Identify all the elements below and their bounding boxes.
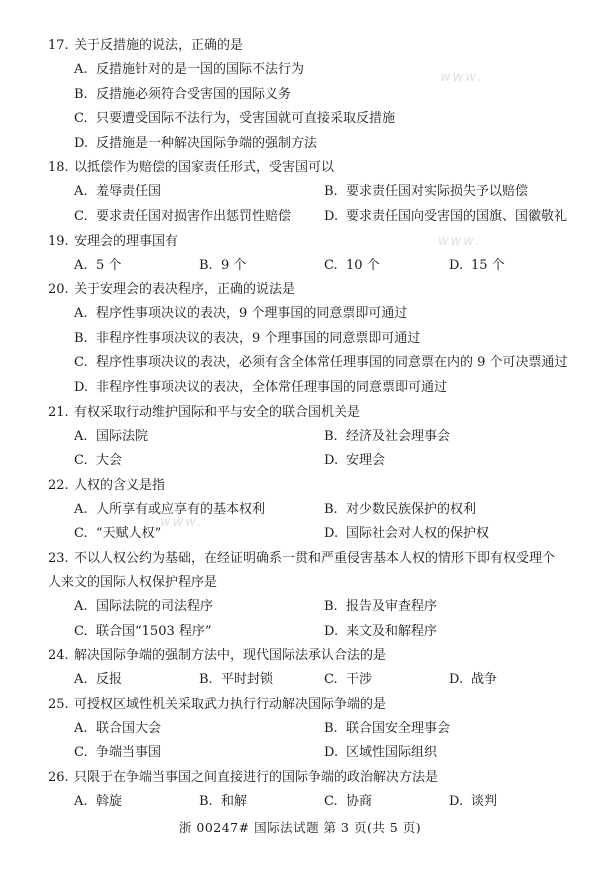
option-letter: C. [324, 257, 338, 273]
option-letter: D. [74, 135, 89, 151]
option-b [324, 180, 574, 205]
option-letter: D. [324, 526, 339, 542]
option-text: 非程序性事项决议的表决，9 个理事国的同意票即可通过 [96, 330, 421, 346]
question-number: 25. [48, 696, 69, 712]
question-stem-text: 关于安理会的表决程序，正确的说法是 [74, 282, 296, 298]
option-text: 联合国大会 [96, 720, 162, 736]
option-c [74, 107, 578, 132]
option-d [324, 522, 574, 547]
option-text: 谈判 [471, 793, 498, 809]
option-d [449, 254, 574, 279]
question-number: 24. [48, 648, 69, 664]
option-d [74, 376, 578, 401]
option-a [74, 302, 578, 327]
option-text: 斡旋 [96, 793, 123, 809]
option-letter: B. [324, 720, 338, 736]
option-text: 干涉 [346, 672, 373, 688]
question-stem-text: 以抵偿作为赔偿的国家责任形式，受害国可以 [74, 160, 335, 176]
option-letter: C. [74, 623, 88, 639]
question-stem [48, 474, 578, 498]
option-list [48, 790, 578, 815]
question-number: 17. [48, 38, 69, 53]
option-letter: C. [74, 453, 88, 469]
option-text: 要求责任国对实际损失予以赔偿 [346, 184, 529, 200]
option-c [74, 522, 324, 547]
option-c [74, 351, 578, 376]
watermark: www. [440, 70, 484, 85]
option-text: “天赋人权” [96, 526, 162, 542]
option-d [324, 741, 574, 766]
option-letter: D. [324, 745, 339, 761]
option-text: 要求责任国对损害作出惩罚性赔偿 [96, 208, 292, 224]
option-b [324, 498, 574, 523]
option-text: 反措施必须符合受害国的国际义务 [96, 86, 292, 102]
option-c [74, 449, 324, 474]
question-25 [48, 693, 578, 766]
option-d [324, 205, 574, 230]
option-a [74, 58, 578, 83]
option-letter: A. [74, 501, 88, 517]
watermark: www. [438, 234, 482, 249]
question-stem-text: 安理会的理事国有 [74, 233, 179, 249]
option-a [74, 498, 324, 523]
option-d [449, 668, 574, 693]
option-text: 9 个 [221, 257, 247, 273]
option-list [48, 58, 578, 156]
option-c [74, 620, 324, 645]
option-letter: C. [74, 355, 88, 371]
option-list [48, 717, 578, 766]
option-text: 程序性事项决议的表决，9 个理事国的同意票即可通过 [96, 306, 408, 322]
option-text: 国际法院的司法程序 [96, 598, 214, 614]
question-stem-text: 有权采取行动维护国际和平与安全的联合国机关是 [74, 404, 361, 420]
question-stem-text: 解决国际争端的强制方法中，现代国际法承认合法的是 [74, 648, 387, 664]
option-b [199, 790, 324, 815]
question-20 [48, 278, 578, 400]
option-text: 报告及审查程序 [346, 598, 438, 614]
option-letter: C. [74, 745, 88, 761]
option-letter: C. [324, 793, 338, 809]
option-text: 国际法院 [96, 428, 149, 444]
option-a [74, 425, 324, 450]
option-list [48, 498, 578, 547]
question-19 [48, 230, 578, 279]
option-c [324, 790, 449, 815]
option-a [74, 180, 324, 205]
option-letter: A. [74, 672, 88, 688]
option-text: 区域性国际组织 [346, 745, 438, 761]
question-stem-text: 可授权区域性机关采取武力执行行动解决国际争端的是 [74, 696, 387, 712]
question-stem-line: 不以人权公约为基础，在经证明确系一贯和严重侵害基本人权的情形下即有权受理个 [74, 550, 556, 566]
option-list [48, 180, 578, 229]
option-text: 反措施针对的是一国的国际不法行为 [96, 62, 305, 77]
option-a [74, 790, 199, 815]
option-text: 经济及社会理事会 [346, 428, 451, 444]
question-stem [48, 693, 578, 717]
question-number: 20. [48, 282, 69, 298]
option-c [324, 254, 449, 279]
option-c [74, 205, 324, 230]
option-letter: B. [74, 330, 88, 346]
option-text: 平时封锁 [221, 672, 274, 688]
question-stem [48, 34, 578, 58]
option-text: 10 个 [346, 257, 380, 273]
option-text: 大会 [96, 453, 123, 469]
option-letter: C. [74, 526, 88, 542]
question-number: 22. [48, 477, 69, 493]
option-b [199, 254, 324, 279]
option-text: 羞辱责任国 [96, 184, 162, 200]
question-17 [48, 34, 578, 156]
question-stem-text: 人权的含义是指 [74, 477, 166, 493]
option-a [74, 717, 324, 742]
question-stem [48, 230, 578, 254]
option-letter: B. [199, 793, 213, 809]
option-list [48, 254, 578, 279]
question-number: 26. [48, 769, 69, 785]
option-letter: A. [74, 306, 88, 322]
option-letter: A. [74, 793, 88, 809]
option-text: 联合国安全理事会 [346, 720, 451, 736]
question-number: 23. [48, 550, 69, 566]
option-d [324, 449, 574, 474]
question-stem [48, 401, 578, 425]
question-number: 21. [48, 404, 69, 420]
option-letter: D. [324, 208, 339, 224]
question-22 [48, 474, 578, 547]
option-letter: B. [199, 672, 213, 688]
question-stem [48, 278, 578, 302]
option-text: 程序性事项决议的表决，必须有含全体常任理事国的同意票在内的 9 个可决票通过 [96, 355, 568, 371]
option-letter: D. [324, 453, 339, 469]
option-c [74, 741, 324, 766]
page-footer: 浙 00247# 国际法试题 第 3 页(共 5 页) [178, 820, 422, 835]
option-letter: C. [74, 111, 88, 127]
option-letter: B. [324, 501, 338, 517]
option-letter: B. [74, 86, 88, 102]
question-stem [48, 644, 578, 668]
option-b [199, 668, 324, 693]
option-text: 非程序性事项决议的表决，全体常任理事国的同意票即可通过 [96, 379, 448, 395]
question-18 [48, 156, 578, 229]
option-text: 战争 [471, 672, 498, 688]
question-list [48, 34, 578, 814]
option-letter: B. [199, 257, 213, 273]
option-letter: D. [74, 379, 89, 395]
option-text: 来文及和解程序 [346, 623, 438, 639]
option-text: 反报 [96, 672, 123, 688]
option-letter: D. [449, 257, 464, 273]
option-d [74, 132, 578, 157]
option-a [74, 668, 199, 693]
option-text: 5 个 [96, 257, 122, 273]
question-stem [48, 547, 578, 595]
question-stem-text: 关于反措施的说法，正确的是 [74, 38, 244, 53]
option-b [74, 327, 578, 352]
option-b [324, 425, 574, 450]
option-letter: C. [74, 208, 88, 224]
option-text: 15 个 [471, 257, 505, 273]
option-c [324, 668, 449, 693]
option-d [449, 790, 574, 815]
question-stem-line: 人来文的国际人权保护程序是 [48, 574, 218, 590]
question-stem [48, 766, 578, 790]
option-letter: A. [74, 62, 88, 77]
question-stem-text: 只限于在争端当事国之间直接进行的国际争端的政治解决方法是 [74, 769, 439, 785]
question-24 [48, 644, 578, 693]
option-letter: A. [74, 428, 88, 444]
option-d [324, 620, 574, 645]
option-list [48, 425, 578, 474]
question-stem [48, 156, 578, 180]
option-list [48, 302, 578, 400]
question-23 [48, 547, 578, 644]
option-letter: A. [74, 184, 88, 200]
question-21 [48, 401, 578, 474]
option-text: 国际社会对人权的保护权 [346, 526, 490, 542]
option-letter: A. [74, 720, 88, 736]
option-b [324, 595, 574, 620]
option-text: 协商 [346, 793, 373, 809]
question-number: 19. [48, 233, 69, 249]
option-letter: B. [324, 428, 338, 444]
option-letter: D. [449, 793, 464, 809]
option-a [74, 595, 324, 620]
option-letter: A. [74, 257, 88, 273]
option-text: 安理会 [346, 453, 386, 469]
option-letter: B. [324, 598, 338, 614]
option-text: 要求责任国向受害国的国旗、国徽敬礼 [346, 208, 568, 224]
option-text: 对少数民族保护的权利 [346, 501, 477, 517]
option-letter: A. [74, 598, 88, 614]
option-b [74, 83, 578, 108]
question-26 [48, 766, 578, 815]
option-list [48, 668, 578, 693]
watermark: www. [160, 515, 204, 530]
option-text: 联合国“1503 程序” [96, 623, 212, 639]
option-b [324, 717, 574, 742]
option-a [74, 254, 199, 279]
question-number: 18. [48, 160, 69, 176]
option-text: 反措施是一种解决国际争端的强制方法 [96, 135, 318, 151]
option-letter: D. [324, 623, 339, 639]
option-text: 人所享有或应享有的基本权利 [96, 501, 266, 517]
option-text: 争端当事国 [96, 745, 162, 761]
option-letter: B. [324, 184, 338, 200]
option-letter: D. [449, 672, 464, 688]
option-text: 和解 [221, 793, 248, 809]
option-text: 只要遭受国际不法行为，受害国就可直接采取反措施 [96, 111, 396, 127]
option-letter: C. [324, 672, 338, 688]
option-list [48, 595, 578, 644]
